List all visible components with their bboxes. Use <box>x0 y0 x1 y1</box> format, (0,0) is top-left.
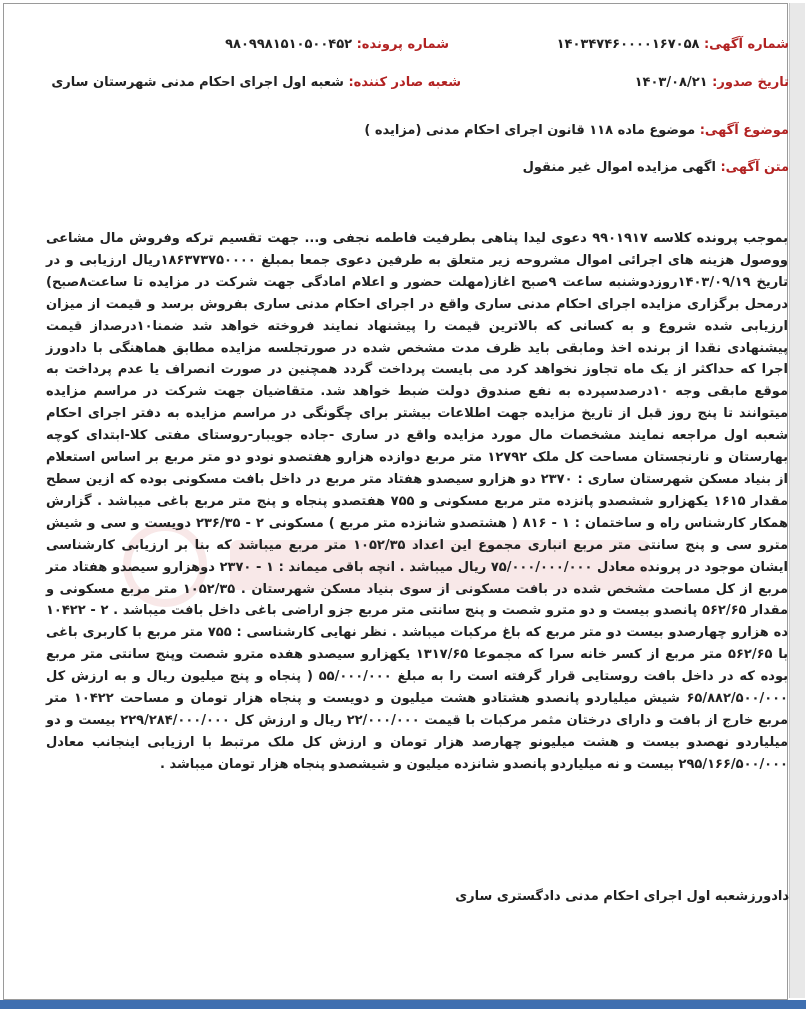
ad-number <box>557 37 789 52</box>
bottom-bar <box>0 1000 806 1009</box>
case-number <box>225 37 449 52</box>
ad-subject-label: موضوع آگهی: <box>699 123 789 138</box>
ad-text-label: متن آگهی: <box>720 160 789 175</box>
ad-subject <box>364 123 789 138</box>
issuing-branch-label: شعبه صادر کننده: <box>348 75 461 90</box>
ad-body-text: بموجب پرونده کلاسه ۹۹۰۱۹۱۷ دعوی لیدا پناهی بطرفیت فاطمه نجفی و... جهت تقسیم ترکه وفروش مال مشاعی ووصول هزینه های اجرائی اموال مشروحه زیر متعلق به طرفین دعوی جمعا بمبلغ ۱۸۶۳۷۳۷۵۰۰۰۰ریال ارزیابی و در تاریخ ۱۴۰۳/۰۹/۱۹روزدوشنبه ساعت ۹صبح اغاز(مهلت حضور و اعلام امادگی جهت شرکت در مزایده تا ساعت۸صبح) درمحل برگزاری مزایده اجرای احکام مدنی ساری واقع در اجرای احکام مدنی ساری بفروش برسد و قیمت از میزان ارزیابی شده شروع و به کسانی که بالاترین قیمت را پیشنهاد نمایند فروخته خواهد شد ضمنا۱۰درصداز قیمت پیشنهادی نقدا از برنده اخذ ومابقی باید ظرف مدت مشخص شده در صورتجلسه مزایده مطابق هماهنگی با دادورز اجرا که حداکثر از یک ماه تجاوز نخواهد کرد می بایست پرداخت گردد همچنین در صورت انصراف یا عدم پرداخت به موقع مابقی وجه ۱۰درصدسپرده به نفع صندوق دولت ضبط خواهد شد. متقاضیان جهت شرکت در مراسم مزایده میتوانند تا پنج روز قبل از تاریخ مزایده جهت اطلاعات بیشتر برای چگونگی در مراسم مزایده به دفتر اجرای احکام شعبه اول مراجعه نمایند مشخصات مال مورد مزایده واقع در ساری -جاده جویبار-روستای مفتی کلا-ابتدای کوچه بهارستان و نارنجستان مساحت کل ملک ۱۲۷۹۲ متر مربع دوازده هزارو هفتصدو نودو دو متر مربع بر اساس استعلام از بنیاد مسکن شهرستان ساری : ۲۳۷۰ دو هزارو سیصدو هفتاد متر مربع در داخل بافت مسکونی بوده که ازین سطح مقدار ۱۶۱۵ یکهزارو ششصدو پانزده متر مربع مسکونی و ۷۵۵ هفتصدو پنجاه و پنج متر مربع باغی میباشد . گزارش همکار کارشناس راه و ساختمان : ۱ - ۸۱۶ ( هشتصدو شانزده متر مربع ) مسکونی ۲ - ۲۳۶/۳۵ دویست و سی و شیش مترو سی و پنج سانتی متر مربع انباری مجموع این اعداد ۱۰۵۲/۳۵ متر مربع میباشد که بنا بر ارزیابی کارشناسی ایشان موجود در پرونده معادل ۷۵/۰۰۰/۰۰۰/۰۰۰ ریال میباشد . انچه باقی میماند : ۱ - ۲۳۷۰ دوهزارو سیصدو هفتاد متر مربع از کل مساحت مشخص شده در بافت مسکونی از سوی بنیاد مسکن شهرستان . ۱۰۵۲/۳۵ متر مربع مسکونی و مقدار ۵۶۲/۶۵ پانصدو بیست و دو مترو شصت و پنج سانتی متر مربع جزو اراضی باغی داخل بافت میباشد . ۲ - ۱۰۴۲۲ ده هزارو چهارصدو بیست دو متر مربع که باغ مرکبات میباشد . نظر نهایی کارشناسی : ۷۵۵ متر مربع با کاربری باغی با ۵۶۲/۶۵ متر مربع از کسر خانه سرا که مجموعا ۱۳۱۷/۶۵ یکهزارو سیصدو هفده مترو شصت وپنج سانتی متر مربع بوده که در داخل بافت روستایی قرار گرفته است را به مبلغ ۵۵/۰۰۰/۰۰۰ ( پنجاه و پنج میلیون ریال و به ارزش کل ۶۵/۸۸۲/۵۰۰/۰۰۰ شیش میلیاردو پانصدو هشتادو هشت میلیون و دویست و پنجاه هزار تومان و مساحت ۱۰۴۲۲ متر مربع خارج از بافت و دارای درختان مثمر مرکبات با قیمت ۲۲/۰۰۰/۰۰۰ ریال و ارزش کل ۲۲۹/۲۸۴/۰۰۰/۰۰۰ بیست و دو میلیاردو نهصدو بیست و هشت میلیونو چهارصد هزار تومان و ارزش کل ملک مرتبط با ارزیابی اینجانب معادل ۲۹۵/۱۶۶/۵۰۰/۰۰۰ بیست و نه میلیاردو پانصدو شانزده میلیون و شیشصدو پنجاه هزار تومان میباشد . <box>46 231 789 772</box>
issuing-branch-value: شعبه اول اجرای احکام مدنی شهرستان ساری <box>51 75 344 90</box>
ad-text-value: اگهی مزایده اموال غیر منقول <box>522 160 716 175</box>
issuing-branch <box>51 75 461 90</box>
ad-subject-value: موضوع ماده ۱۱۸ قانون اجرای احکام مدنی (مزایده ) <box>364 123 696 138</box>
case-number-label: شماره پرونده: <box>356 37 449 52</box>
ad-number-label: شماره آگهی: <box>703 37 789 52</box>
vertical-scrollbar[interactable] <box>789 3 805 998</box>
issue-date-value: ۱۴۰۳/۰۸/۲۱ <box>634 75 708 90</box>
signature: دادورزشعبه اول اجرای احکام مدنی دادگستری ساری <box>455 889 789 904</box>
case-number-value: ۹۸۰۹۹۸۱۵۱۰۵۰۰۴۵۲ <box>225 37 353 52</box>
ad-text-heading <box>523 160 789 175</box>
issue-date-label: تاریخ صدور: <box>712 75 789 90</box>
ad-number-value: ۱۴۰۳۴۷۴۶۰۰۰۰۱۶۷۰۵۸ <box>556 37 700 52</box>
issue-date <box>635 75 789 90</box>
